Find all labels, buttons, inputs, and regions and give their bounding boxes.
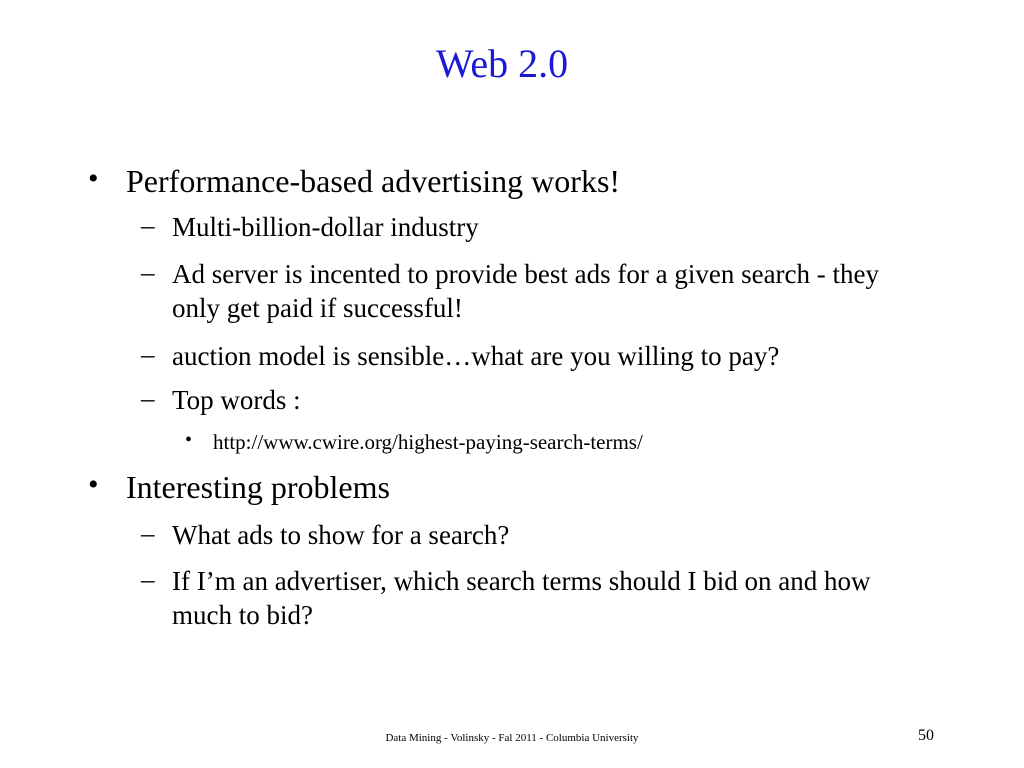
- bullet-marker: •: [185, 429, 193, 451]
- bullet-text: Interesting problems: [126, 469, 390, 505]
- sub-bullet-text: auction model is sensible…what are you willing to pay?: [172, 341, 780, 371]
- sub-bullet-text: Top words :: [172, 385, 301, 415]
- sub-bullet-text: What ads to show for a search?: [172, 520, 510, 550]
- slide-title: Web 2.0: [435, 41, 569, 86]
- bullet-marker: •: [88, 162, 99, 195]
- bullet-marker: •: [88, 468, 99, 501]
- link-text: http://www.cwire.org/highest-paying-search-terms/: [213, 430, 643, 454]
- sub-bullet-text: Ad server is incented to provide best ads for a given search - they only get paid if successful!: [172, 259, 880, 323]
- dash-marker: –: [141, 383, 155, 413]
- bullet-text: Performance-based advertising works!: [126, 163, 621, 199]
- dash-marker: –: [141, 564, 155, 594]
- dash-marker: –: [141, 339, 155, 369]
- page-number: 50: [918, 727, 934, 744]
- sub-bullet-text: Multi-billion-dollar industry: [172, 212, 479, 242]
- dash-marker: –: [141, 257, 155, 287]
- dash-marker: –: [141, 518, 155, 548]
- slide-footer: Data Mining - Volinsky - Fal 2011 - Columbia University: [385, 732, 639, 744]
- sub-bullet-text: If I’m an advertiser, which search terms should I bid on and how much to bid?: [172, 566, 871, 630]
- dash-marker: –: [141, 210, 155, 240]
